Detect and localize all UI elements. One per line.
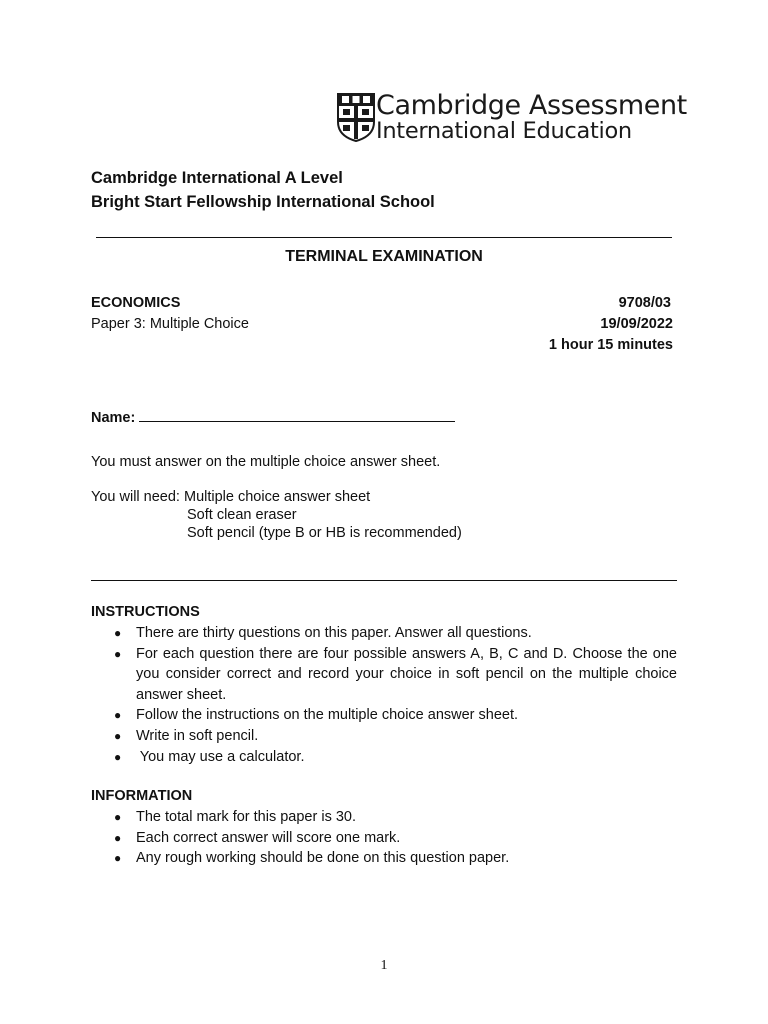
exam-duration: 1 hour 15 minutes — [548, 337, 673, 353]
exam-date: 19/09/2022 — [600, 316, 673, 332]
logo-line2: International Education — [376, 118, 632, 144]
information-title: INFORMATION — [91, 788, 193, 804]
cambridge-crest-icon — [336, 92, 376, 142]
information-text: Any rough working should be done on this question paper. — [136, 850, 510, 867]
needs-label: You will need: — [91, 489, 180, 505]
instruction-text: For each question there are four possible answers A, B, C and D. Choose the one you consider correct and record your choice in soft pencil on the multiple choice answer sheet. — [136, 645, 677, 703]
name-field[interactable] — [139, 407, 455, 422]
needs-item: Multiple choice answer sheet — [183, 489, 371, 505]
bullet-icon: ● — [114, 646, 122, 661]
header-divider — [96, 237, 672, 238]
list-item — [91, 644, 677, 706]
list-item — [91, 807, 677, 828]
school-name: Bright Start Fellowship International School — [91, 193, 435, 211]
logo-line1: Cambridge Assessment — [376, 90, 687, 121]
list-item — [91, 705, 677, 726]
information-text: Each correct answer will score one mark. — [136, 829, 401, 846]
list-item — [91, 623, 677, 644]
instruction-text: There are thirty questions on this paper. Answer all questions. — [136, 625, 532, 641]
exam-title: TERMINAL EXAMINATION — [285, 248, 483, 265]
information-text: The total mark for this paper is 30. — [136, 809, 357, 825]
bullet-icon: ● — [114, 830, 122, 845]
answer-note: You must answer on the multiple choice answer sheet. — [91, 454, 441, 470]
list-item — [91, 747, 677, 768]
needs-item: Soft pencil (type B or HB is recommended) — [187, 525, 462, 541]
needs-item: Soft clean eraser — [187, 507, 297, 523]
needs-row — [91, 489, 370, 505]
bullet-icon: ● — [114, 728, 122, 743]
candidate-name-row — [91, 407, 455, 426]
cambridge-logo — [336, 92, 686, 144]
list-item — [91, 848, 677, 869]
instruction-text: Write in soft pencil. — [136, 727, 259, 744]
list-item — [91, 828, 677, 849]
bullet-icon: ● — [114, 851, 122, 866]
name-label: Name: — [91, 410, 136, 426]
section-divider — [91, 580, 677, 581]
qualification-title: Cambridge International A Level — [91, 169, 343, 187]
instruction-text: You may use a calculator. — [136, 748, 305, 765]
bullet-icon: ● — [114, 749, 122, 764]
bullet-icon: ● — [114, 626, 122, 640]
instruction-text: Follow the instructions on the multiple choice answer sheet. — [136, 707, 519, 724]
paper-title: Paper 3: Multiple Choice — [91, 316, 249, 332]
list-item — [91, 726, 677, 747]
page-number: 1 — [380, 958, 388, 973]
bullet-icon: ● — [114, 810, 122, 824]
subject-name: ECONOMICS — [91, 295, 181, 311]
instructions-list — [91, 623, 677, 767]
paper-code: 9708/03 — [618, 295, 671, 311]
bullet-icon: ● — [114, 708, 122, 723]
instructions-title: INSTRUCTIONS — [91, 604, 200, 620]
information-list — [91, 807, 677, 869]
